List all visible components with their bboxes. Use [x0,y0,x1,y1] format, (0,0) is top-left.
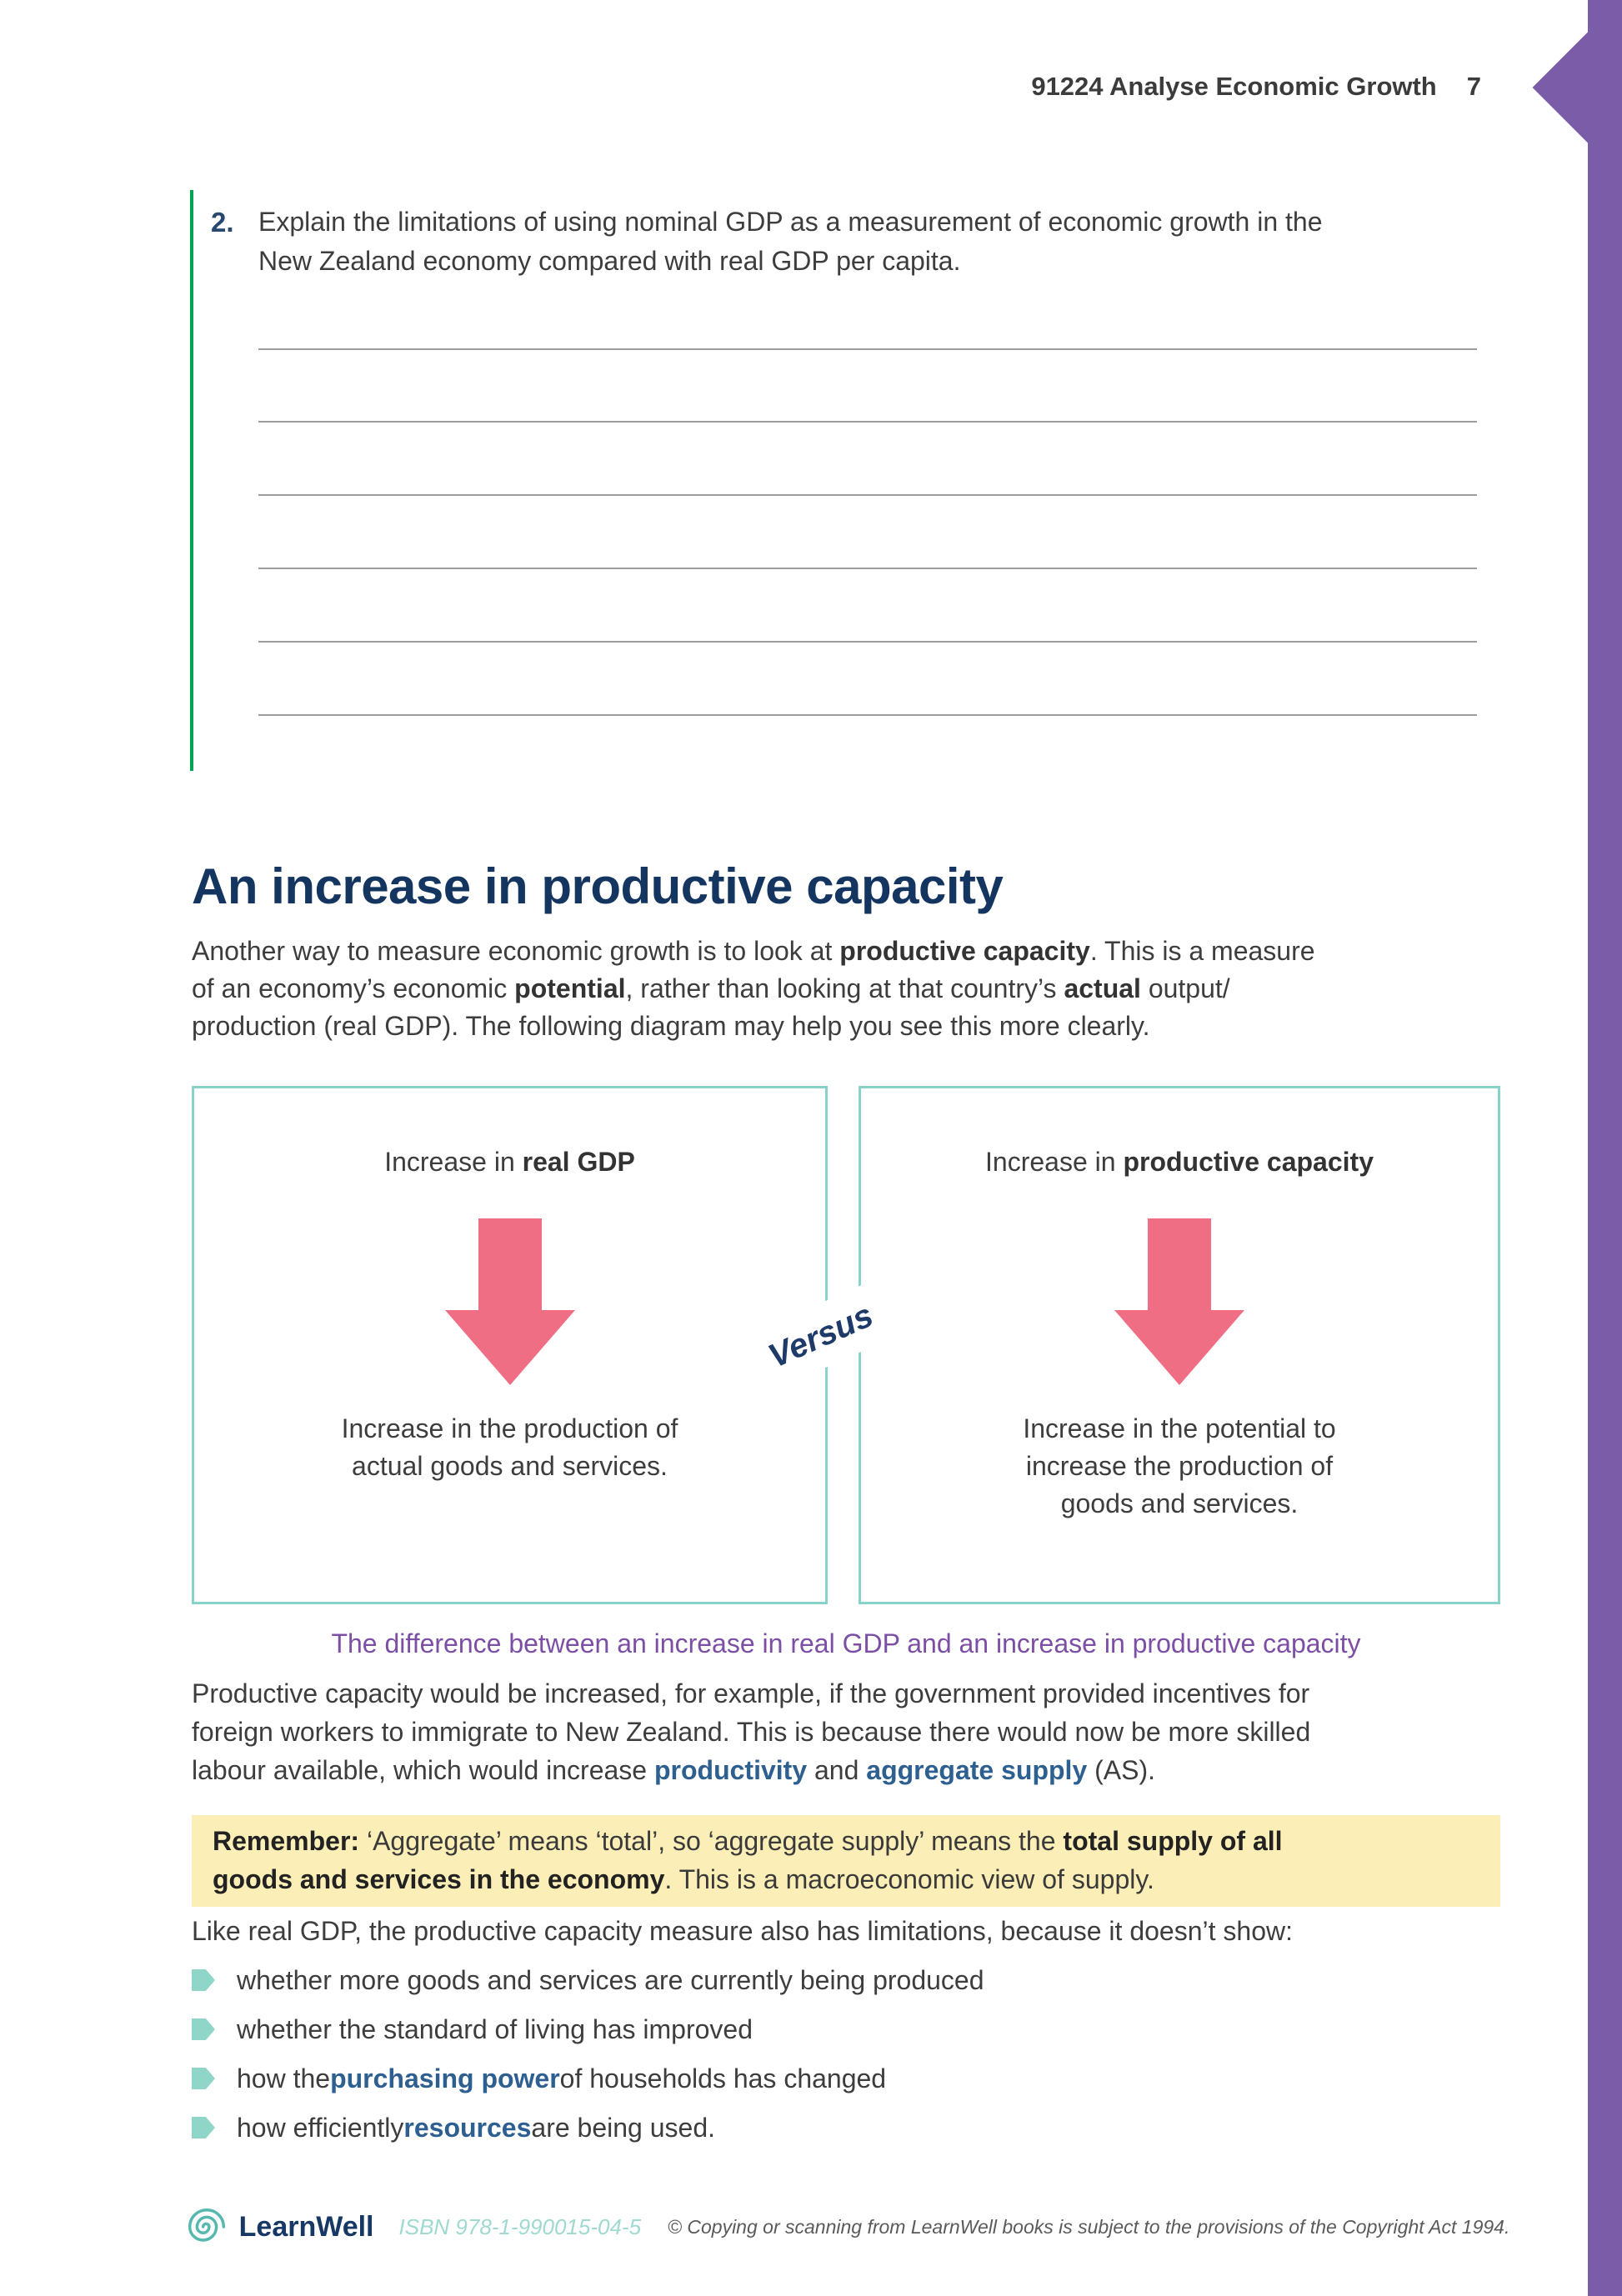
diagram-caption: The difference between an increase in real GDP and an increase in productive capacity [331,1628,1361,1658]
copyright-notice: © Copying or scanning from LearnWell books is subject to the provisions of the Copyright Act 1994. [668,2215,1510,2238]
callout-line: goods and services in the economy. This is a macroeconomic view of supply. [213,1864,1154,1894]
page-number: 7 [1466,72,1481,101]
isbn-text: ISBN 978-1-990015-04-5 [398,2213,642,2239]
paragraph-line: foreign workers to immigrate to New Zealand. This is because there would now be more skilled [192,1717,1311,1747]
remember-callout [192,1815,1500,1907]
question-text-line: Explain the limitations of using nominal GDP as a measurement of economic growth in the [258,207,1323,237]
answer-line[interactable] [258,494,1477,496]
question-text-line: New Zealand economy compared with real GDP per capita. [258,246,961,276]
list-item: whether the standard of living has improved [192,2013,984,2046]
productive-capacity-box [859,1086,1500,1604]
intro-paragraph [192,933,1315,1045]
header-title: 91224 Analyse Economic Growth [1031,72,1437,101]
callout-line: Remember: ‘Aggregate’ means ‘total’, so ‘aggregate supply’ means the total supply of all [213,1826,1283,1856]
bullet-arrow-icon [192,2068,215,2089]
versus-label: Versus [738,1278,904,1396]
paragraph-line: labour available, which would increase productivity and aggregate supply (AS). [192,1755,1156,1785]
answer-line[interactable] [258,348,1477,350]
learnwell-spiral-logo-icon [183,2203,231,2251]
section-heading: An increase in productive capacity [192,858,1004,914]
question-text [258,203,1323,281]
answer-line[interactable] [258,641,1477,643]
page-header [1031,72,1481,102]
bullet-arrow-icon [192,2018,215,2040]
real-gdp-box-title: Increase in real GDP [384,1147,635,1177]
list-item: how efficiently resources are being used. [192,2111,984,2144]
bullet-arrow-icon [192,1969,215,1991]
answer-line[interactable] [258,714,1477,716]
paragraph-line: production (real GDP). The following diagram may help you see this more clearly. [192,1011,1150,1041]
down-arrow-icon [1114,1218,1244,1385]
productive-capacity-paragraph [192,1674,1310,1789]
list-item: whether more goods and services are currently being produced [192,1963,984,1997]
list-item: how the purchasing power of households has changed [192,2062,984,2095]
productive-capacity-box-title: Increase in productive capacity [985,1147,1374,1177]
answer-line[interactable] [258,568,1477,569]
bullet-arrow-icon [192,2117,215,2138]
purple-edge-band [1588,0,1622,2296]
productive-capacity-box-body: Increase in the potential to increase the production of goods and services. [1023,1413,1336,1518]
paragraph-line: of an economy’s economic potential, rather than looking at that country’s actual output/ [192,973,1230,1003]
brand-name: LearnWell [238,2210,374,2243]
paragraph-line: Productive capacity would be increased, for example, if the government provided incentives for [192,1678,1310,1708]
question-number: 2. [211,207,234,238]
answer-line[interactable] [258,421,1477,423]
page-footer [192,2198,1510,2255]
paragraph-line: Another way to measure economic growth is to look at productive capacity. This is a measure [192,936,1315,966]
limitations-list [192,1963,984,2160]
real-gdp-box [192,1086,828,1604]
real-gdp-box-body: Increase in the production of actual goods and services. [341,1413,678,1481]
question-accent-rule [190,190,193,771]
down-arrow-icon [445,1218,575,1385]
limitations-intro: Like real GDP, the productive capacity measure also has limitations, because it doesn’t show: [192,1916,1293,1946]
